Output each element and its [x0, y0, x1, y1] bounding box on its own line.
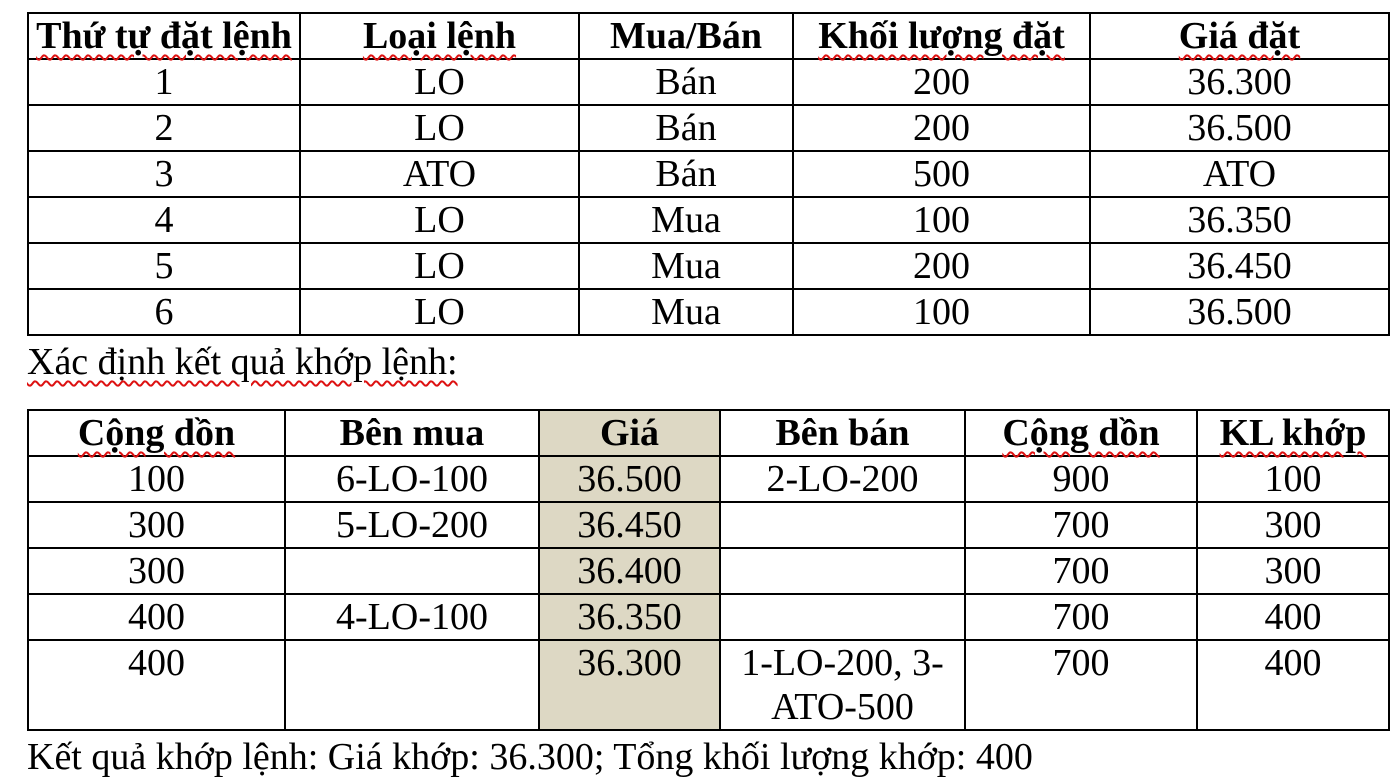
table-cell: LO [300, 59, 579, 105]
table-cell: 700 [965, 594, 1197, 640]
table-cell: ATO [1090, 151, 1389, 197]
table-cell: 400 [28, 640, 285, 730]
table-cell: 400 [28, 594, 285, 640]
table-cell: Mua [579, 289, 793, 335]
table-cell: 100 [28, 456, 285, 502]
orders-header-row [28, 13, 1389, 59]
table-cell: 4 [28, 197, 300, 243]
table-cell: 300 [28, 502, 285, 548]
table-cell: Mua [579, 243, 793, 289]
table-cell: 700 [965, 640, 1197, 730]
table-cell: 36.350 [1090, 197, 1389, 243]
table-cell: 300 [1197, 502, 1389, 548]
table-cell [720, 594, 965, 640]
table-row [28, 151, 1389, 197]
header-matched-volume: KL khớp [1197, 410, 1389, 456]
table-row [28, 197, 1389, 243]
table-row [28, 502, 1389, 548]
table-cell: 300 [28, 548, 285, 594]
table-cell: 100 [1197, 456, 1389, 502]
header-order-volume: Khối lượng đặt [793, 13, 1090, 59]
header-sell-cumulative: Cộng dồn [965, 410, 1197, 456]
price-cell: 36.300 [539, 640, 720, 730]
table-cell: 36.500 [1090, 105, 1389, 151]
table-row [28, 105, 1389, 151]
table-cell: 400 [1197, 594, 1389, 640]
result-line: Kết quả khớp lệnh: Giá khớp: 36.300; Tổng khối lượng khớp: 400 [27, 736, 1033, 778]
table-row [28, 456, 1389, 502]
table-cell: 36.300 [1090, 59, 1389, 105]
table-cell [720, 502, 965, 548]
table-cell: 36.450 [1090, 243, 1389, 289]
table-cell: 3 [28, 151, 300, 197]
table-row [28, 548, 1389, 594]
table-cell: 200 [793, 243, 1090, 289]
table-cell [720, 548, 965, 594]
header-buy-cumulative: Cộng dồn [28, 410, 285, 456]
table-cell: 900 [965, 456, 1197, 502]
table-cell: 4-LO-100 [285, 594, 539, 640]
table-cell: 2-LO-200 [720, 456, 965, 502]
table-cell: 5-LO-200 [285, 502, 539, 548]
matching-header-row [28, 410, 1389, 456]
table-row [28, 594, 1389, 640]
table-cell: 200 [793, 59, 1090, 105]
table-cell: 100 [793, 289, 1090, 335]
table-cell [285, 548, 539, 594]
header-order-sequence: Thứ tự đặt lệnh [28, 13, 300, 59]
table-cell: 700 [965, 502, 1197, 548]
table-cell: Bán [579, 151, 793, 197]
table-cell: 36.500 [1090, 289, 1389, 335]
price-cell: 36.400 [539, 548, 720, 594]
header-buy-side: Bên mua [285, 410, 539, 456]
section-heading: Xác định kết quả khớp lệnh: [27, 341, 458, 383]
orders-table [27, 12, 1390, 336]
table-cell: Bán [579, 105, 793, 151]
table-row [28, 640, 1389, 730]
table-cell: 6 [28, 289, 300, 335]
table-cell: 500 [793, 151, 1090, 197]
header-order-type: Loại lệnh [300, 13, 579, 59]
table-cell: 200 [793, 105, 1090, 151]
table-cell: 300 [1197, 548, 1389, 594]
table-cell: LO [300, 197, 579, 243]
table-cell: 6-LO-100 [285, 456, 539, 502]
table-cell: LO [300, 243, 579, 289]
table-cell: LO [300, 105, 579, 151]
table-cell: 1-LO-200, 3-ATO-500 [720, 640, 965, 730]
table-cell: 400 [1197, 640, 1389, 730]
price-cell: 36.500 [539, 456, 720, 502]
table-cell [285, 640, 539, 730]
header-order-price: Giá đặt [1090, 13, 1389, 59]
table-cell: 5 [28, 243, 300, 289]
header-buy-sell: Mua/Bán [579, 13, 793, 59]
table-cell: 1 [28, 59, 300, 105]
table-cell: Bán [579, 59, 793, 105]
price-cell: 36.350 [539, 594, 720, 640]
header-price: Giá [539, 410, 720, 456]
table-cell: 100 [793, 197, 1090, 243]
table-cell: Mua [579, 197, 793, 243]
table-row [28, 289, 1389, 335]
table-cell: LO [300, 289, 579, 335]
matching-table [27, 409, 1390, 731]
table-cell: ATO [300, 151, 579, 197]
header-sell-side: Bên bán [720, 410, 965, 456]
table-row [28, 59, 1389, 105]
price-cell: 36.450 [539, 502, 720, 548]
table-row [28, 243, 1389, 289]
table-cell: 700 [965, 548, 1197, 594]
table-cell: 2 [28, 105, 300, 151]
